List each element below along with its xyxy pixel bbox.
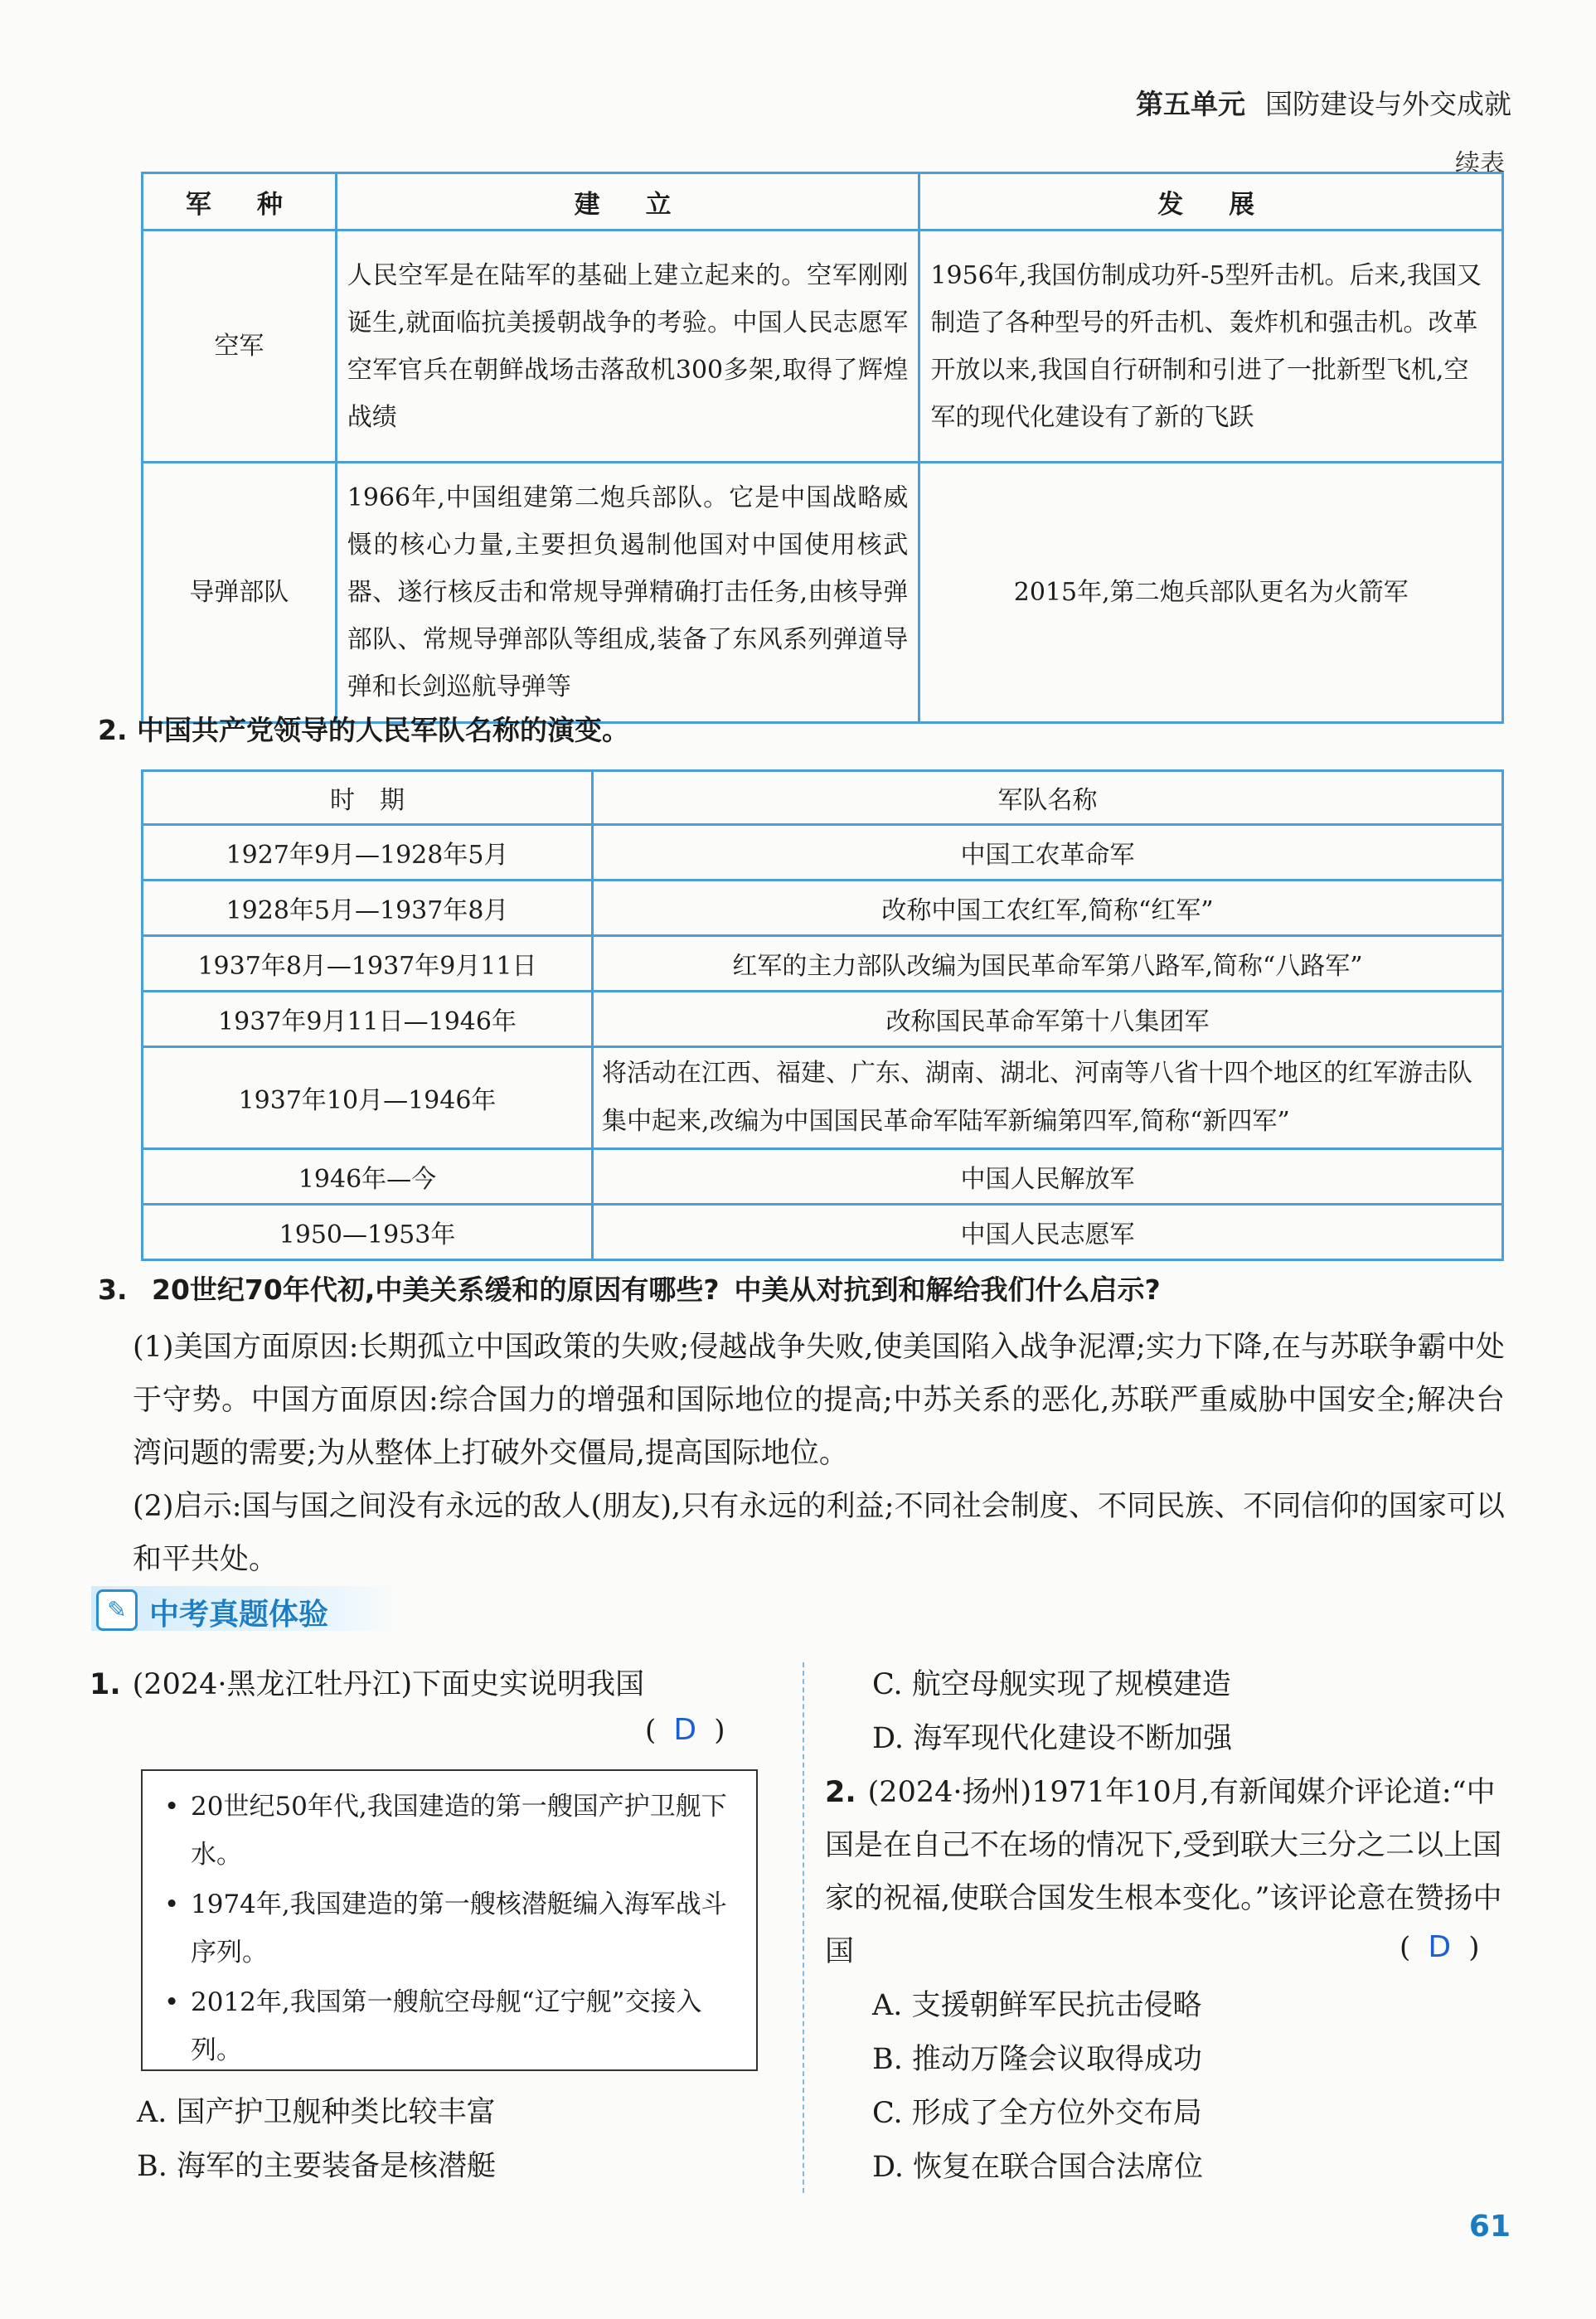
- table-row: [143, 1149, 1503, 1205]
- army-name-cell: 中国人民志愿军: [593, 1205, 1503, 1260]
- option-a: A. 国产护卫舰种类比较丰富: [137, 2096, 496, 2129]
- development-cell: 2015年,第二炮兵部队更名为火箭军: [919, 463, 1503, 723]
- founding-cell: 人民空军是在陆军的基础上建立起来的。空军刚刚诞生,就面临抗美援朝战争的考验。中国人民志愿军空军官兵在朝鲜战场击落敌机300多架,取得了辉煌战绩: [336, 230, 919, 463]
- answer-2: (2)启示:国与国之间没有永远的敌人(朋友),只有永远的利益;不同社会制度、不同民族、不同信仰的国家可以和平共处。: [133, 1490, 1505, 1576]
- question-3: [98, 1269, 1161, 1307]
- development-cell: 1956年,我国仿制成功歼-5型歼击机。后来,我国又制造了各种型号的歼击机、轰炸机和强击机。改革开放以来,我国自行研制和引进了一批新型飞机,空军的现代化建设有了新的飞跃: [919, 230, 1503, 463]
- unit-label: 第五单元: [1136, 88, 1245, 120]
- pencil-icon: ✎: [96, 1589, 138, 1631]
- fact-box: [141, 1769, 758, 2071]
- fact-item: • 2012年,我国第一艘航空母舰“辽宁舰”交接入列。: [191, 1978, 740, 2074]
- answer-letter: D: [1428, 1930, 1452, 1964]
- period-cell: 1927年9月—1928年5月: [143, 825, 593, 881]
- branch-cell: 导弹部队: [143, 463, 337, 723]
- army-name-cell: 红军的主力部队改编为国民革命军第八路军,简称“八路军”: [593, 936, 1503, 992]
- period-cell: 1950—1953年: [143, 1205, 593, 1260]
- question-text: 20世纪70年代初,中美关系缓和的原因有哪些?: [152, 1274, 720, 1306]
- fact-item: • 1974年,我国建造的第一艘核潜艇编入海军战斗序列。: [191, 1880, 740, 1977]
- period-cell: 1937年8月—1937年9月11日: [143, 936, 593, 992]
- army-name-cell: 中国工农革命军: [593, 825, 1503, 881]
- period-cell: 1937年10月—1946年: [143, 1047, 593, 1149]
- table-row: [143, 881, 1503, 936]
- header-founding: 建 立: [336, 173, 919, 230]
- option-c: C. 形成了全方位外交布局: [872, 2097, 1202, 2130]
- column-divider: [803, 1662, 804, 2193]
- option-d: D. 恢复在联合国合法席位: [872, 2151, 1204, 2184]
- period-cell: 1928年5月—1937年8月: [143, 881, 593, 936]
- army-name-cell: 改称国民革命军第十八集团军: [593, 992, 1503, 1047]
- question-text-2: 中美从对抗到和解给我们什么启示?: [734, 1274, 1161, 1306]
- answer-1: (1)美国方面原因:长期孤立中国政策的失败;侵越战争失败,使美国陷入战争泥潭;实力下降,在与苏联争霸中处于守势。中国方面原因:综合国力的增强和国际地位的提高;中苏关系的恶化,苏联严重威胁中国安全;解决台湾问题的需要;为从整体上打破外交僵局,提高国际地位。: [133, 1331, 1505, 1470]
- section-2-title: 2. 中国共产党领导的人民军队名称的演变。: [98, 714, 629, 746]
- fact-item: • 20世纪50年代,我国建造的第一艘国产护卫舰下水。: [191, 1783, 740, 1879]
- exam-section-banner: [91, 1586, 398, 1631]
- army-name-cell: 改称中国工农红军,简称“红军”: [593, 881, 1503, 936]
- continued-label: 续表: [1455, 149, 1505, 178]
- army-name-cell: 将活动在江西、福建、广东、湖南、湖北、河南等八省十四个地区的红军游击队集中起来,改编为中国国民革命军陆军新编第四军,简称“新四军”: [593, 1047, 1503, 1149]
- unit-title: 国防建设与外交成就: [1265, 88, 1511, 120]
- exam-section-title: 中考真题体验: [149, 1598, 329, 1632]
- period-cell: 1937年9月11日—1946年: [143, 992, 593, 1047]
- question-number: 1.: [90, 1668, 121, 1701]
- exam-question-1: [90, 1658, 769, 1711]
- army-name-table: [141, 769, 1504, 1261]
- option-b: B. 海军的主要装备是核潜艇: [137, 2150, 496, 2183]
- page-header: [1136, 83, 1511, 122]
- table-header-row: [143, 173, 1503, 230]
- table-header-row: [143, 771, 1503, 825]
- header-branch: 军 种: [143, 173, 337, 230]
- option-d: D. 海军现代化建设不断加强: [872, 1722, 1233, 1755]
- military-branch-table: [141, 172, 1504, 724]
- question-number: 3.: [98, 1274, 128, 1306]
- header-period: 时 期: [143, 771, 593, 825]
- page-number: 61: [1468, 2210, 1511, 2244]
- table-row: [143, 463, 1503, 723]
- header-development: 发 展: [919, 173, 1503, 230]
- question-stem: (2024·扬州)1971年10月,有新闻媒介评论道:“中国是在自己不在场的情况下,受到联大三分之二以上国家的祝福,使联合国发生根本变化。”该评论意在赞扬中国: [825, 1776, 1502, 1968]
- question-number: 2.: [825, 1776, 856, 1809]
- period-cell: 1946年—今: [143, 1149, 593, 1205]
- table-row: [143, 825, 1503, 881]
- table-row: [143, 1047, 1503, 1149]
- table-row: [143, 992, 1503, 1047]
- founding-cell: 1966年,中国组建第二炮兵部队。它是中国战略威慑的核心力量,主要担负遏制他国对中国使用核武器、遂行核反击和常规导弹精确打击任务,由核导弹部队、常规导弹部队等组成,装备了东风系列弹道导弹和长剑巡航导弹等: [336, 463, 919, 723]
- table-row: [143, 230, 1503, 463]
- answer-bracket: ( D ): [1400, 1930, 1480, 1964]
- table-row: [143, 936, 1503, 992]
- option-b: B. 推动万隆会议取得成功: [872, 2043, 1202, 2076]
- answer-letter: D: [673, 1713, 697, 1747]
- branch-cell: 空军: [143, 230, 337, 463]
- army-name-cell: 中国人民解放军: [593, 1149, 1503, 1205]
- option-a: A. 支援朝鲜军民抗击侵略: [872, 1989, 1202, 2022]
- answer-bracket: ( D ): [645, 1713, 725, 1747]
- header-army-name: 军队名称: [593, 771, 1503, 825]
- table-row: [143, 1205, 1503, 1260]
- question-stem: (2024·黑龙江牡丹江)下面史实说明我国: [132, 1668, 645, 1701]
- option-c: C. 航空母舰实现了规模建造: [872, 1668, 1231, 1701]
